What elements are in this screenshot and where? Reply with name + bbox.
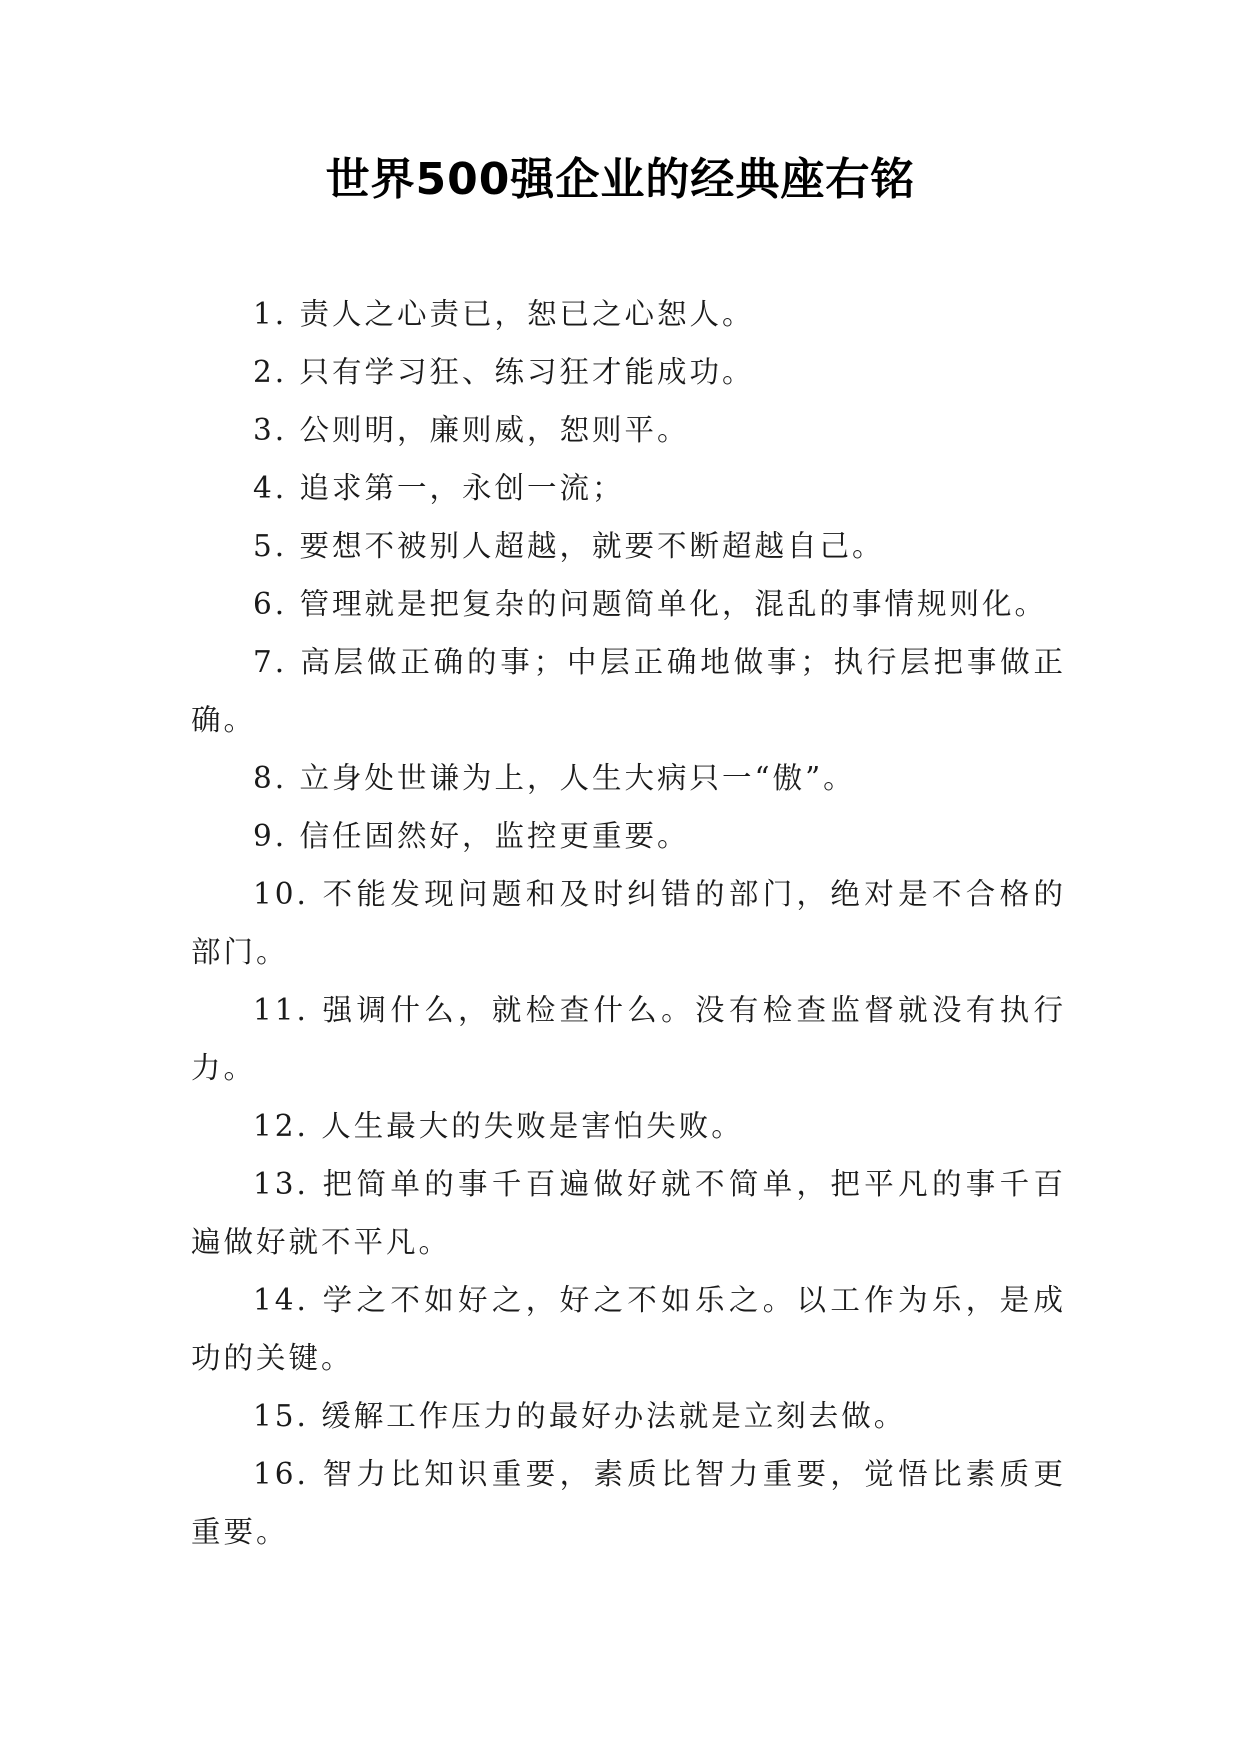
motto-item: 12. 人生最大的失败是害怕失败。 <box>253 1109 744 1143</box>
motto-item: 10. 不能发现问题和及时纠错的部门，绝对是不合格的部门。 <box>191 877 1066 969</box>
motto-list <box>191 285 1066 1561</box>
motto-item: 4. 追求第一，永创一流； <box>253 471 625 505</box>
motto-item: 2. 只有学习狂、练习狂才能成功。 <box>253 355 755 389</box>
motto-item: 5. 要想不被别人超越，就要不断超越自己。 <box>253 529 885 563</box>
motto-item: 3. 公则明，廉则威，恕则平。 <box>253 413 690 447</box>
motto-item: 15. 缓解工作压力的最好办法就是立刻去做。 <box>253 1399 907 1433</box>
document-title: 世界500强企业的经典座右铭 <box>325 154 916 205</box>
motto-item: 13. 把简单的事千百遍做好就不简单，把平凡的事千百遍做好就不平凡。 <box>191 1167 1066 1259</box>
motto-item: 14. 学之不如好之，好之不如乐之。以工作为乐，是成功的关键。 <box>191 1283 1066 1375</box>
motto-item: 1. 责人之心责已，恕已之心恕人。 <box>253 297 755 331</box>
motto-item: 9. 信任固然好，监控更重要。 <box>253 819 690 853</box>
motto-item: 11. 强调什么，就检查什么。没有检查监督就没有执行力。 <box>191 993 1066 1085</box>
motto-item: 7. 高层做正确的事；中层正确地做事；执行层把事做正确。 <box>191 645 1066 737</box>
motto-item: 6. 管理就是把复杂的问题简单化，混乱的事情规则化。 <box>253 587 1048 621</box>
motto-item: 16. 智力比知识重要，素质比智力重要，觉悟比素质更重要。 <box>191 1457 1066 1549</box>
motto-item: 8. 立身处世谦为上，人生大病只一“傲”。 <box>253 761 856 795</box>
